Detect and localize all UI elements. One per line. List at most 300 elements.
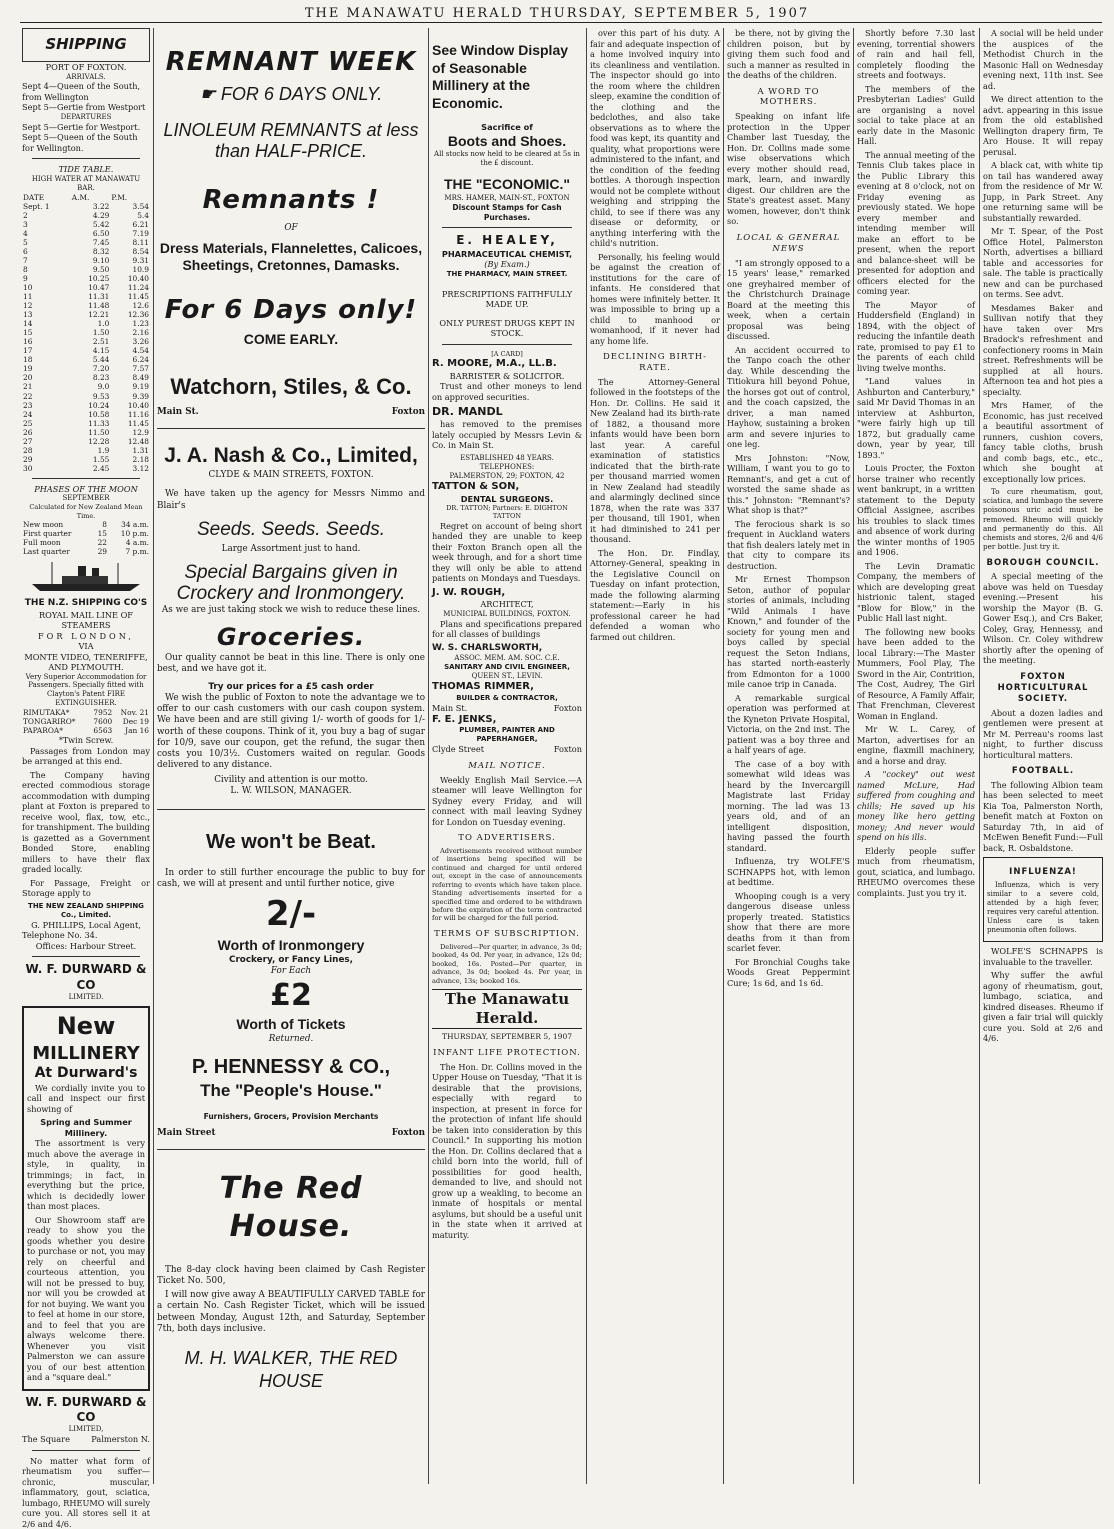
horticultural-heading: FOXTON HORTICULTURAL SOCIETY. <box>997 671 1089 704</box>
tide-row-cell: 3.54 <box>132 201 149 211</box>
mandl-body: has removed to the premises lately occupied by Messrs Levin & Co. in Main St. <box>432 419 582 451</box>
tide-row <box>22 238 150 247</box>
tide-row-cell: 1.23 <box>132 319 149 329</box>
tide-row-cell: 2.16 <box>132 328 149 338</box>
tide-row-cell: 10.9 <box>132 265 149 275</box>
tide-row-cell: 21 <box>23 382 33 392</box>
tatton-partners: DR. TATTON; Partners: E. DIGHTON TATTON <box>446 504 568 521</box>
tide-row-cell: 4 <box>23 228 28 238</box>
tide-row-cell: 12.48 <box>127 436 149 446</box>
at-durward: At Durward's <box>34 1064 138 1081</box>
tide-row <box>22 392 150 401</box>
remnant-week-heading: REMNANT WEEK <box>165 47 417 77</box>
tide-row-cell: 12.9 <box>132 427 149 437</box>
subscription-heading: TERMS OF SUBSCRIPTION. <box>434 928 580 939</box>
tide-row-cell: 29 <box>23 454 33 464</box>
news-paragraph: The following new books have been added to the local Library:—The Master Mummers, Fool Play, The Sword in the Air, Contrition, The Cost, Audrey, The Girl of Resource, A Family Affair, That Frenchman, Cleverest Woman in England. <box>857 626 975 721</box>
moon-row-cell: New moon <box>23 519 64 529</box>
tide-row <box>22 428 150 437</box>
column-rule <box>979 28 980 1484</box>
moon-heading: PHASES OF THE MOON <box>34 483 138 494</box>
masthead: THE MANAWATU HERALD THURSDAY, SEPTEMBER 5, 1907 <box>304 6 810 21</box>
moore-heading: R. MOORE, M.A., LL.B. <box>432 357 557 369</box>
charlsworth-assoc: ASSOC. MEM. AM. SOC. C.E. <box>454 654 560 663</box>
tide-row-cell: 1.9 <box>97 445 110 455</box>
try-body: We wish the public of Foxton to note the advantage we to offer to our cash customers with our cash coupon system. We have been and are still giving 1/- worth of goods for 1/- worth of these coupons. Think of it, you buy a bag of sugar for 10/9, save our coupon, get the refund, the sugar then costs you 10/3½. Customers waited on regular. Goods delivered to any distance. <box>157 692 425 771</box>
influenza-body: Influenza, which is very similar to a severe cold, attended by a high fever, requires very careful attention. Unless care is taken pneumonia often follows. <box>987 881 1099 935</box>
six-days-text: FOR 6 DAYS ONLY. <box>220 84 383 105</box>
hennessy-street: Main Street <box>157 1127 216 1138</box>
borough-heading: BOROUGH COUNCIL. <box>986 557 1100 568</box>
paper-title: The Manawatu Herald. <box>432 989 582 1029</box>
clock-notice: The 8-day clock having been claimed by Cash Register Ticket No. 500, <box>157 1264 425 1286</box>
tide-row-cell: 14 <box>23 319 33 329</box>
civility-motto: Civility and attention is our motto. <box>214 774 368 785</box>
tide-col-date: DATE <box>23 192 45 202</box>
prescriptions: PRESCRIPTIONS FAITHFULLY MADE UP. <box>441 288 573 310</box>
square-label: The Square <box>22 1434 70 1445</box>
tide-row <box>22 410 150 419</box>
card-label: [A CARD] <box>491 349 523 358</box>
tide-row-cell: 5.4 <box>137 210 149 220</box>
healey-title: PHARMACEUTICAL CHEMIST, <box>441 248 573 259</box>
tide-row <box>22 337 150 346</box>
article-paragraph: The Attorney-General followed in the footsteps of the Hon. Dr. Collins. He said it New Zealand had its birth-rate of 1882, a thousand more infants would have been born last year. A careful examination of statistics indicated that the birth-rate per thousand married women in New Zealand had steadily and alarmingly declined since 1878, when the rate was 337 per thousand, till 1901, when it had diminished to 241 per thousand. <box>590 376 720 545</box>
tide-row <box>22 211 150 220</box>
tide-row-cell: 12 <box>23 301 33 311</box>
tide-col-am: A.M. <box>71 192 90 202</box>
nash-heading: J. A. Nash & Co., Limited, <box>164 444 418 468</box>
column-professional <box>432 28 582 1486</box>
steamer-row-cell: 7952 <box>93 708 113 718</box>
news-paragraph: "I am strongly opposed to a 15 years' lease," remarked one greyhaired member of the Christchurch Drainage Board at the meeting this week, when a certain proposal was being discussed. <box>727 257 850 341</box>
column-shipping <box>22 28 150 1529</box>
moon-row <box>22 538 150 547</box>
nz-agent: G. PHILLIPS, Local Agent, <box>31 919 141 930</box>
crockery-line: Crockery, or Fancy Lines, <box>228 954 353 965</box>
moon-month: SEPTEMBER <box>62 494 110 503</box>
nz-shipping-heading: THE N.Z. SHIPPING CO'S <box>24 597 148 608</box>
tide-row-cell: 8.23 <box>92 373 110 383</box>
rimmer-title: BUILDER & CONTRACTOR, <box>456 694 558 703</box>
news-paragraph: Why suffer the awful agony of rheumatism, gout, lumbago, sciatica, and kindred diseases. Rheumo if given a fair trial will quickly cure you. Sold at 2/6 and 4/6. <box>983 970 1103 1043</box>
news-paragraph: Whooping cough is a very dangerous disease unless properly treated. Statistics show that there are more deaths from it than from scarlet fever. <box>727 890 850 953</box>
cleared-note: All stocks now held to be cleared at 5s in the £ discount. <box>434 150 580 168</box>
economic-heading: THE "ECONOMIC." <box>443 176 571 193</box>
red-house-heading: The Red House. <box>219 1170 363 1245</box>
nz-paragraph: For Passage, Freight or Storage apply to <box>22 877 150 899</box>
durward-footer: W. F. DURWARD & CO <box>25 1394 147 1424</box>
dress-materials: Dress Materials, Flannelettes, Calicoes, Sheetings, Cretonnes, Damasks. <box>159 240 423 273</box>
tide-row-cell: 9.53 <box>92 391 110 401</box>
tide-row-cell: 7.45 <box>92 237 110 247</box>
tide-row-cell: 6 <box>23 247 28 256</box>
departure-line: Sept 5—Queen of the South for Wellington. <box>22 132 138 153</box>
tide-row-cell: 10.40 <box>127 274 149 284</box>
watchorn-address <box>157 407 425 418</box>
tide-row-cell: 25 <box>23 418 33 428</box>
tide-row <box>22 382 150 391</box>
news-paragraph: "Land values in Ashburton and Canterbury," said Mr David Thomas in an interview at Ashburton, "were fairly high up till 1872, but gradually came down, year by year, till 1893." <box>857 376 975 460</box>
established: ESTABLISHED 48 YEARS. <box>460 453 554 462</box>
nz-line: MONTE VIDEO, TENERIFFE, AND PLYMOUTH. <box>24 651 148 672</box>
tide-heading: TIDE TABLE. <box>58 164 114 175</box>
mail-notice-heading: MAIL NOTICE. <box>468 760 546 771</box>
arrivals-heading: ARRIVALS. <box>66 72 106 81</box>
steamer-row-cell: PAPAROA* <box>23 726 63 736</box>
steamer-row <box>22 726 150 735</box>
walker-footer: M. H. WALKER, THE RED HOUSE <box>184 1348 398 1392</box>
steamer-row-cell: RIMUTAKA* <box>23 708 70 718</box>
telephones-label: TELEPHONES: <box>479 462 535 471</box>
tide-row-cell: 28 <box>23 445 33 455</box>
millinery-intro: We cordially invite you to call and inspect our first showing of <box>27 1082 145 1114</box>
moon-row-cell: 29 <box>97 546 107 556</box>
tatton-heading: TATTON & SON, <box>432 480 520 492</box>
healey-exam: (By Exam.) <box>484 259 530 270</box>
tide-row-cell: 9.0 <box>97 382 110 392</box>
local-news-heading: LOCAL & GENERAL NEWS <box>736 232 841 254</box>
moore-title: BARRISTER & SOLICITOR. <box>449 370 565 381</box>
tide-row-cell: 9.50 <box>92 265 110 275</box>
tide-row-cell: 3.26 <box>132 337 149 347</box>
tide-row-cell: 11.33 <box>88 418 110 428</box>
news-paragraph: Mr Ernest Thompson Seton, author of popular stories of animals, including "Wild Animals I have Known," and founder of the society for young men and boys called by special request the Seton Indians, has started north-easterly from Edmonton for a 1000 mile canoe trip in Canada. <box>727 574 850 689</box>
advertisers-body: Advertisements received without number of insertions being specified will be continued and charged for until ordered out, except in the case of announcements referring to events which have taken place. Standing advertisements inserted for a specified time and ordered to be withdrawn before the expiration of the term contracted for will be charged for the full period. <box>432 846 582 923</box>
tide-row-cell: 12.36 <box>127 310 149 320</box>
millinery-body: Our Showroom staff are ready to show you the goods whether you desire to purchase or not, you may rely on cheerful and courteous attention, you will not be pressed to buy, nor will you be crowded at for not buying. We want you to feel at home in our store, and to feel that you are always welcome there. Whenever you visit Palmerston we can assure you of our best attention and a "square deal." <box>27 1214 145 1383</box>
tide-row-cell: 3.12 <box>132 463 149 473</box>
tide-row-cell: 8.11 <box>132 237 149 247</box>
durward-address <box>22 1434 150 1445</box>
news-paragraph: A special meeting of the above was held on Tuesday evening.—Present his worship the Mayor (B. G. Gower Esq.), and Crs Baker, Coley, Gray, Hennessy, and Wilson. Cr. Coley withdrew shortly after the opening of the meeting. <box>983 571 1103 666</box>
tide-row-cell: 18 <box>23 355 33 365</box>
nz-office: Offices: Harbour Street. <box>35 940 137 951</box>
nz-paragraph: The Company having erected commodious storage accommodation with dumping plant at Foxton is prepared to receive wool, flax, tow, etc., for transhipment. The building is gazetted as a Government Bonded Store, enabling millers to have their flax graded locally. <box>22 769 150 875</box>
hennessy-heading: P. HENNESSY & CO., <box>191 1055 391 1078</box>
window-display: See Window Display of Seasonable Millinery at the Economic. <box>432 42 569 111</box>
tide-row <box>22 220 150 229</box>
dateline: THURSDAY, SEPTEMBER 5, 1907 <box>442 1032 572 1042</box>
column-local-news-2 <box>857 28 975 1486</box>
hennessy-address <box>157 1128 425 1139</box>
moon-row-cell: First quarter <box>23 528 72 538</box>
tide-row-cell: 2.45 <box>92 463 110 473</box>
football-heading: FOOTBALL. <box>1011 766 1075 777</box>
tide-row-cell: 6.21 <box>132 219 149 229</box>
try-prices: Try our prices for a £5 cash order <box>208 681 374 692</box>
tide-row-cell: 8.32 <box>92 247 110 256</box>
column-article-infant <box>590 28 720 1486</box>
steamers-table <box>22 708 150 735</box>
grocery-quality: Our quality cannot be beat in this line. There is only one best, and we have got it. <box>157 653 425 675</box>
column-rule <box>153 28 154 1484</box>
tide-row <box>22 247 150 256</box>
moon-row <box>22 547 150 556</box>
seeds-note: Large Assortment just to hand. <box>221 544 361 555</box>
tide-row <box>22 292 150 301</box>
moon-row-cell: 7 p.m. <box>125 546 149 556</box>
rheumo-ad: No matter what form of rheumatism you suffer—chronic, muscular, inflammatory, gout, sciatica, lumbago, RHEUMO will surely cure you. All stores sell it at 2/6 and 4/6. <box>22 1455 150 1529</box>
sacrifice-label: Sacrifice of <box>481 122 533 132</box>
new-heading: New <box>56 1011 116 1040</box>
tide-row-cell: 13 <box>23 310 33 320</box>
tide-row-cell: 5 <box>23 237 28 247</box>
rimmer-address <box>432 703 582 714</box>
news-paragraph: Shortly before 7.30 last evening, torrential showers of rain and hail fell, completely flooding the streets and footways. <box>857 28 975 80</box>
declining-heading: DECLINING BIRTH-RATE. <box>602 352 708 373</box>
news-paragraph: A remarkable surgical operation was performed at the Kyneton Private Hospital, Victoria, on the 2nd inst. The patient was a boy three and a half years of age. <box>727 692 850 755</box>
article-paragraph: be there, not by giving the children poison, but by giving them such food and such a manner as resulted in the deaths of the children. <box>727 28 850 80</box>
influenza-ad <box>983 857 1103 942</box>
healey-heading: E. HEALEY, <box>456 233 558 248</box>
tide-row-cell: 11.45 <box>127 418 149 428</box>
news-paragraph: A social will be held under the auspices of the Methodist Church in the Masonic Hall on Wednesday evening next, 11th inst. See ad. <box>983 28 1103 91</box>
moon-row-cell: 15 <box>97 528 107 538</box>
news-paragraph: For Bronchial Coughs take Woods Great Peppermint Cure; 1s 6d, and 1s 6d. <box>727 956 850 988</box>
news-paragraph: The members of the Presbyterian Ladies' Guild are organising a novel social to take place at an early date in the Masonic Hall. <box>857 83 975 146</box>
news-paragraph: Elderly people suffer much from rheumatism, gout, sciatica, and lumbago. RHEUMO overcomes these complaints. Just you try it. <box>857 845 975 898</box>
nz-body: Very Superior Accommodation for Passengers. Specially fitted with Clayton's Patent FIRE EXTINGUISHER. <box>25 672 147 708</box>
tide-row <box>22 229 150 238</box>
wont-be-beat: We won't be Beat. <box>206 831 376 854</box>
tide-row <box>22 274 150 283</box>
hennessy-town: Foxton <box>391 1127 425 1138</box>
moon-row-cell: Last quarter <box>23 546 70 556</box>
tide-row-cell: 8.54 <box>132 247 149 256</box>
tide-row-cell: 8.49 <box>132 373 149 383</box>
charlsworth-heading: W. S. CHARLSWORTH, <box>432 642 543 653</box>
tide-row-cell: 4.54 <box>132 346 149 356</box>
stock-note: As we are just taking stock we wish to reduce these lines. <box>161 605 421 616</box>
subscription-body: Delivered—Per quarter, in advance, 3s 0d; booked, 4s 0d. Per year, in advance, 12s 0d; booked, 16s. Posted—Per quarter, in advance, 3s 0d; booked 4s. Per year, in advance, 13s; booked 16s. <box>432 942 582 985</box>
news-paragraph: We direct attention to the advt. appearing in this issue from the old established Wellington drapery firm, Te Aro House. It will repay perusal. <box>983 94 1103 157</box>
durward-millinery-ad <box>22 1006 150 1391</box>
shipping-logo: SHIPPING <box>22 28 150 62</box>
tide-row-cell: 19 <box>23 364 33 374</box>
telephones-numbers: PALMERSTON, 29; FOXTON, 42 <box>449 471 565 480</box>
article-paragraph: Personally, his feeling would be against the creation of institutions for the care of infants. He considered that homes were infinitely better. It was impossible to bring up a child to manhood or womanhood, if it never had any home life. <box>590 251 720 346</box>
moon-row-cell: Full moon <box>23 537 61 547</box>
tide-row-cell: 11.50 <box>88 427 110 437</box>
worth-ironmongery: Worth of Ironmongery <box>217 936 365 953</box>
infant-heading: INFANT LIFE PROTECTION. <box>433 1047 581 1058</box>
tide-row <box>22 301 150 310</box>
tide-row-cell: 17 <box>23 346 33 356</box>
tide-col-pm: P.M. <box>111 192 128 202</box>
tide-row <box>22 265 150 274</box>
tide-row-cell: 11.16 <box>127 409 149 419</box>
moore-body: Trust and other moneys to lend on approved securities. <box>432 381 582 402</box>
masthead-rule <box>20 22 1102 23</box>
word-to-mothers-heading: A WORD TO MOTHERS. <box>757 86 820 108</box>
nz-line: ROYAL MAIL LINE OF <box>39 609 133 620</box>
column-rule <box>723 28 724 1484</box>
watchorn-heading: Watchorn, Stiles, & Co. <box>170 373 412 399</box>
news-paragraph: A "cockey" out west named McLure, Had suffered from coughing and chills; He saved up his money like hero getting money; And never would spend on his ills. <box>857 769 975 842</box>
watchorn-town: Foxton <box>391 407 425 418</box>
durward-heading: W. F. DURWARD & CO <box>25 962 147 992</box>
moon-row-cell: 8 <box>102 519 107 529</box>
news-paragraph: Louis Procter, the Foxton horse trainer who recently went bankrupt, in a written statement to the Deputy Official Assignee, ascribes his troubles to slack times and absence of work during the winter months of 1905 and 1906. <box>857 463 975 557</box>
mandl-heading: DR. MANDL <box>432 405 503 419</box>
news-paragraph: To cure rheumatism, gout, sciatica, and lumbago the severe poisonous uric acid must be removed. Rheumo will quickly and permanently do this. All chemists and stores, 2/6 and 4/6 per bottle. Just try it. <box>983 487 1104 552</box>
news-paragraph: The annual meeting of the Tennis Club takes place in the Public Library this evening at 8 o'clock, not on Friday evening as previously stated. We hope every member and intending member will make an effort to be present, when the report and balance-sheet will be presented for adoption and officers elected for the coming year. <box>857 149 975 296</box>
news-paragraph: Mesdames Baker and Sullivan notify that they have taken over Mrs Bradock's refreshment and confectionery rooms in Main street. Refreshments will be supplied at all hours. Afternoon tea and hot pies a specialty. <box>983 302 1103 397</box>
tide-row-cell: 7.20 <box>92 364 110 374</box>
moon-row-cell: 34 a.m. <box>121 519 149 529</box>
tide-row-cell: 1.0 <box>97 319 110 329</box>
tide-row-cell: 1.31 <box>132 445 149 455</box>
tide-row-cell: 11 <box>23 292 33 302</box>
tide-row <box>22 419 150 428</box>
millinery-body: The assortment is very much above the average in style, in quality, in trimmings; in fact, in everything but the price, which is decidedly lower than most places. <box>27 1138 145 1212</box>
come-early: COME EARLY. <box>243 331 339 348</box>
port-heading: PORT OF FOXTON. <box>45 62 127 72</box>
tide-row-cell: 10.24 <box>88 400 110 410</box>
tide-table <box>22 193 150 473</box>
column-ads-main <box>157 28 425 1486</box>
moon-table <box>22 520 150 556</box>
tide-row-cell: Sept. 1 <box>23 201 50 211</box>
news-paragraph: The Levin Dramatic Company, the members of which are developing great histrionic talent, staged "Blow for Blow," in the Public Hall last night. <box>857 560 975 623</box>
tide-row <box>22 319 150 328</box>
rough-title: ARCHITECT, <box>480 599 534 610</box>
rough-body: Plans and specifications prepared for all classes of buildings <box>432 618 582 640</box>
seeds-heading: Seeds. Seeds. Seeds. <box>196 518 385 540</box>
column-rule <box>853 28 854 1484</box>
news-paragraph: An accident occurred to the Tanpo coach the other day. While descending the Titiokura hill beyond Pohue, the horses got out of control, and the coach capsized, the driver, a man named Hayhow, sustaining a broken arm and severe injuries to one leg. <box>727 344 850 449</box>
tide-row-cell: 9.39 <box>132 391 149 401</box>
jenks-street: Clyde Street <box>432 744 484 755</box>
article-paragraph: over this part of his duty. A fair and adequate inspection of a home involved inquiry into its cleanliness and ventilation. The inspector should go into the room where the children sleep, examine the condition of the clothing and the bedclothes, and also take observations as to where the food was kept, its quantity and quality, what proportions were administered to the infant, and the condition of the feeding bottles. A thorough inspection would not be complete without weighing and stripping the child, to see if there was any disease or deformity, or anything interfering with the child's nutrition. <box>590 28 720 248</box>
tide-row <box>22 328 150 337</box>
rough-heading: J. W. ROUGH, <box>432 586 506 598</box>
tide-row <box>22 346 150 355</box>
tide-row-cell: 11.48 <box>88 301 110 311</box>
remnants-heading: Remnants ! <box>202 184 380 215</box>
tide-row-cell: 9 <box>23 274 28 284</box>
tide-row-cell: 12.21 <box>88 310 110 320</box>
jenks-town: Foxton <box>553 744 582 755</box>
rough-address: MUNICIPAL BUILDINGS, FOXTON. <box>443 609 571 618</box>
boots-heading: Boots and Shoes. <box>447 132 567 149</box>
tide-row-cell: 10.47 <box>88 283 110 293</box>
rimmer-street: Main St. <box>432 703 468 714</box>
departure-line: Sept 5—Gertie for Westport. <box>22 121 141 132</box>
article-paragraph: The Hon. Dr. Findlay, Attorney-General, speaking in the Legislative Council on Tuesday on infant protection, made the following alarming statement:—Early in his professional career he had defended a woman who farmed out children. <box>590 547 720 642</box>
news-paragraph: About a dozen ladies and gentlemen were present at Mr M. Perreau's rooms last night, to further discuss horticultural matters. <box>983 707 1103 760</box>
tide-row-cell: 3.22 <box>92 201 110 211</box>
column-local-news <box>727 28 850 1486</box>
tide-row-cell: 10.25 <box>88 274 110 284</box>
tide-row-cell: 11.31 <box>88 292 110 302</box>
tide-row-cell: 8 <box>23 265 28 275</box>
tide-row-cell: 7 <box>23 256 28 266</box>
tide-row-cell: 1.50 <box>92 328 110 338</box>
tide-row-cell: 16 <box>23 337 33 347</box>
nash-agency: We have taken up the agency for Messrs Nimmo and Blair's <box>157 489 425 511</box>
special-bargains: Special Bargains given in Crockery and Ironmongery. <box>176 561 406 605</box>
tide-row-cell: 22 <box>23 391 33 401</box>
tatton-title: DENTAL SURGEONS. <box>460 493 554 504</box>
millinery-heading: MILLINERY <box>32 1042 140 1064</box>
tide-row <box>22 364 150 373</box>
tide-row <box>22 283 150 292</box>
column-rule <box>586 28 587 1484</box>
tide-row <box>22 455 150 464</box>
jenks-address <box>432 744 582 755</box>
tatton-body: Regret on account of being short handed they are unable to keep their Foxton Branch open all the week through, and for a short time they will only be able to attend patients on Mondays and Tuesdays. <box>432 520 582 584</box>
charlsworth-address: QUEEN ST., LEVIN. <box>471 672 543 681</box>
article-paragraph: Speaking on infant life protection in the Upper Chamber last Tuesday, the Hon. Dr. Collins made some wise observations which every mother should read, mark, learn, and inwardly digest. Our children are the State's greatest asset. Many women, however, don't think so. <box>727 111 850 227</box>
tide-row-cell: 3 <box>23 219 28 229</box>
tide-row-cell: 27 <box>23 436 33 446</box>
tide-row-cell: 2 <box>23 210 28 220</box>
pointing-hand-icon: ☛ <box>199 84 221 105</box>
returned: Returned. <box>268 1033 314 1044</box>
news-paragraph: The following Albion team has been selected to meet Kia Toa, Palmerston North, benefit match at Foxton on Saturday 7th, in aid of McEwen Benefit Fund:—Full back, R. Osbaldstone. <box>983 779 1103 853</box>
news-paragraph: WOLFE'S SCHNAPPS is invaluable to the traveller. <box>983 946 1103 967</box>
jenks-heading: F. E. JENKS, <box>432 713 497 725</box>
tide-row-cell: 12.6 <box>132 301 149 311</box>
beat-body: In order to still further encourage the public to buy for cash, we will at present and until further notice, give <box>157 867 425 890</box>
twin-screw-note: *Twin Screw. <box>58 735 114 746</box>
two-shillings: 2/- <box>265 894 317 935</box>
rimmer-heading: THOMAS RIMMER, <box>432 681 534 693</box>
tide-row <box>22 401 150 410</box>
steamer-illustration <box>22 560 150 594</box>
tide-row <box>22 202 150 211</box>
six-days-only: For 6 Days only! <box>164 294 418 325</box>
millinery-subheading: Spring and Summer Millinery. <box>40 1117 132 1138</box>
steamer-row-cell: Dec 19 <box>122 717 149 727</box>
of-label: OF <box>284 222 298 233</box>
news-paragraph: A black cat, with white tip on tail has wandered away from the residence of Mr W. Jupp, in Park Street. Any one returning same will be substantially rewarded. <box>983 160 1103 223</box>
tide-row <box>22 464 150 473</box>
tide-row <box>22 437 150 446</box>
moon-note: Calculated for New Zealand Mean Time. <box>29 503 143 520</box>
tide-row <box>22 310 150 319</box>
steamer-row-cell: Jan 16 <box>125 726 149 736</box>
tide-row-cell: 4.29 <box>92 210 110 220</box>
durward-limited-2: LIMITED, <box>68 1425 104 1434</box>
tide-row-cell: 10 <box>23 283 33 293</box>
influenza-heading: INFLUENZA! <box>1009 867 1077 878</box>
two-pounds: £2 <box>270 978 312 1014</box>
tide-row-cell: 30 <box>23 463 33 473</box>
discount-stamps: Discount Stamps for Cash Purchases. <box>452 203 562 222</box>
news-paragraph: The Mayor of Huddersfield (England) in 1894, with the object of reducing the infantile death rate, promised to pay £1 to the parents of each child living twelve months. <box>857 299 975 373</box>
linoleum-heading: LINOLEUM REMNANTS at less than HALF-PRICE. <box>163 120 419 161</box>
tide-row-cell: 26 <box>23 427 33 437</box>
nz-line: FOR LONDON, <box>38 630 134 641</box>
steamer-row-cell: TONGARIRO* <box>23 717 76 727</box>
moon-row-cell: 22 <box>97 537 107 547</box>
arrival-line: Sept 5—Gertie from Westport <box>22 102 146 113</box>
charlsworth-title: SANITARY AND CIVIL ENGINEER, <box>444 663 570 672</box>
tide-row-cell: 9.31 <box>132 256 149 266</box>
peoples-house: The "People's House." <box>200 1081 382 1101</box>
manager-sign: L. W. WILSON, MANAGER. <box>230 785 352 796</box>
tide-row-cell: 9.19 <box>132 382 149 392</box>
tide-row-cell: 1.55 <box>92 454 110 464</box>
tide-row-cell: 10.40 <box>127 400 149 410</box>
column-local-news-3 <box>983 28 1103 1486</box>
advertisers-heading: TO ADVERTISERS. <box>458 833 556 844</box>
nz-paragraph: Passages from London may be arranged at this end. <box>22 745 150 767</box>
column-rule <box>428 28 429 1484</box>
